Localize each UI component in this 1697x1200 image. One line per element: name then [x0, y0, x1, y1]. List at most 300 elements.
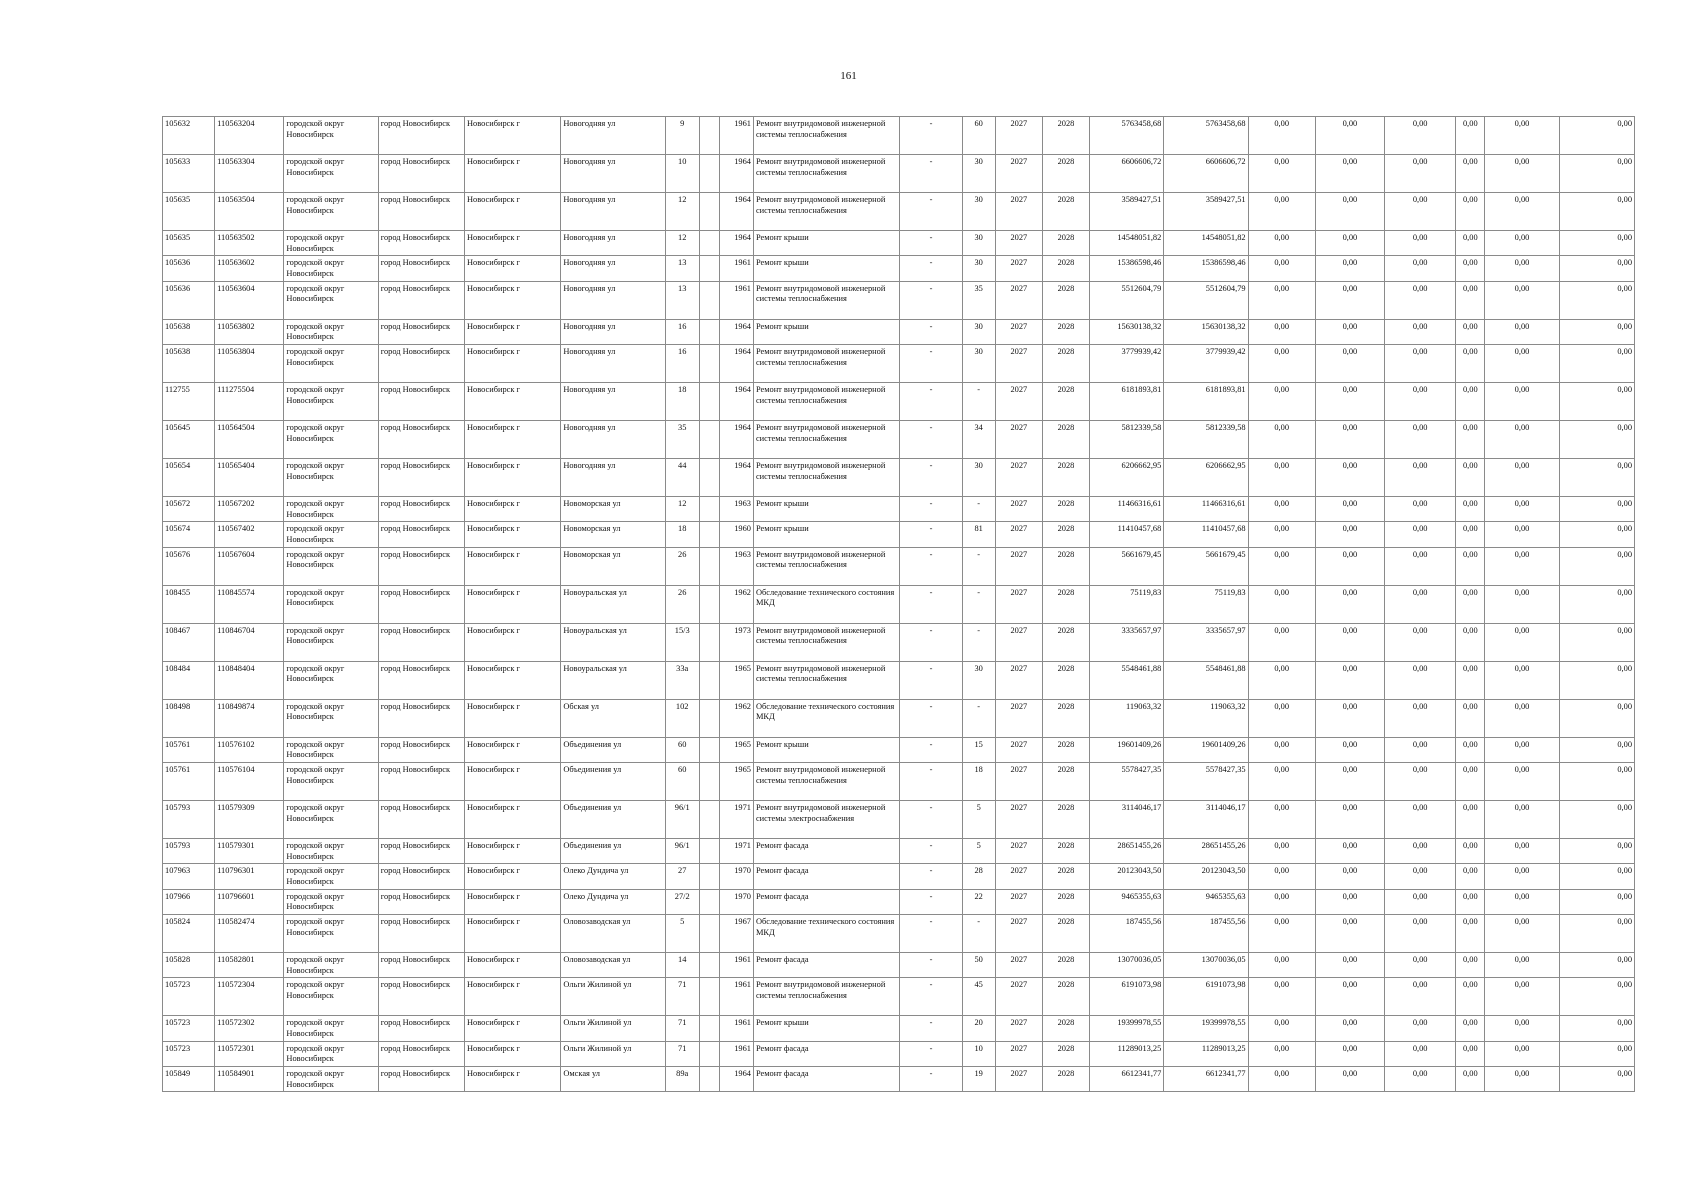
cell-fund-share-5: 0,00 [1485, 623, 1559, 661]
cell-build-year: 1961 [719, 953, 753, 978]
cell-fund-share-5: 0,00 [1485, 978, 1559, 1016]
cell-work-type: Ремонт крыши [753, 231, 899, 256]
cell-plan-year-end: 2028 [1042, 319, 1089, 344]
cell-fund-share-1: 0,00 [1248, 623, 1315, 661]
cell-plan-year-start: 2027 [995, 1067, 1042, 1092]
cell-fund-share-3: 0,00 [1385, 864, 1456, 889]
cell-fund-share-6: 0,00 [1559, 953, 1634, 978]
cell-work-flag: - [900, 383, 962, 421]
cell-total-cost: 119063,32 [1090, 699, 1164, 737]
cell-total-cost: 11410457,68 [1090, 522, 1164, 547]
cell-fund-share-2: 0,00 [1315, 661, 1384, 699]
cell-settlement: город Новосибирск [378, 915, 464, 953]
cell-row-id: 108455 [163, 585, 215, 623]
cell-street: Ольги Жилиной ул [561, 978, 665, 1016]
cell-fund-share-3: 0,00 [1385, 231, 1456, 256]
cell-work-flag: - [900, 864, 962, 889]
cell-settlement: город Новосибирск [378, 839, 464, 864]
table-row [163, 585, 1635, 623]
cell-cost-sum: 6181893,81 [1164, 383, 1248, 421]
cell-cost-sum: 3114046,17 [1164, 801, 1248, 839]
cell-house-number: 27 [665, 864, 699, 889]
cell-work-flag: - [900, 231, 962, 256]
cell-row-id: 105672 [163, 497, 215, 522]
table-row [163, 383, 1635, 421]
cell-fund-share-4: 0,00 [1456, 585, 1485, 623]
cell-cost-sum: 6206662,95 [1164, 459, 1248, 497]
cell-municipal-district: городской округ Новосибирск [284, 522, 378, 547]
cell-house-number: 9 [665, 117, 699, 155]
cell-build-year: 1965 [719, 737, 753, 762]
cell-house-number: 89а [665, 1067, 699, 1092]
table-row [163, 661, 1635, 699]
cell-work-flag: - [900, 737, 962, 762]
cell-plan-year-end: 2028 [1042, 585, 1089, 623]
cell-row-id: 105638 [163, 345, 215, 383]
cell-fund-share-2: 0,00 [1315, 889, 1384, 914]
cell-row-id: 108484 [163, 661, 215, 699]
cell-fund-share-6: 0,00 [1559, 1067, 1634, 1092]
cell-fund-share-5: 0,00 [1485, 737, 1559, 762]
cell-wear-percent: - [962, 585, 995, 623]
cell-total-cost: 6612341,77 [1090, 1067, 1164, 1092]
cell-row-id: 105654 [163, 459, 215, 497]
cell-plan-year-start: 2027 [995, 699, 1042, 737]
cell-fund-share-4: 0,00 [1456, 889, 1485, 914]
cell-work-flag: - [900, 763, 962, 801]
cell-housing [699, 1016, 719, 1041]
cell-street: Новогодняя ул [561, 256, 665, 281]
cell-fund-share-4: 0,00 [1456, 281, 1485, 319]
cell-fund-share-1: 0,00 [1248, 117, 1315, 155]
cell-fund-share-2: 0,00 [1315, 383, 1384, 421]
cell-plan-year-end: 2028 [1042, 547, 1089, 585]
cell-work-type: Ремонт внутридомовой инженерной системы теплоснабжения [753, 421, 899, 459]
cell-fund-share-3: 0,00 [1385, 522, 1456, 547]
cell-fund-share-1: 0,00 [1248, 256, 1315, 281]
cell-work-id: 110563804 [215, 345, 284, 383]
cell-housing [699, 345, 719, 383]
table-row [163, 117, 1635, 155]
cell-plan-year-start: 2027 [995, 915, 1042, 953]
cell-municipal-district: городской округ Новосибирск [284, 193, 378, 231]
cell-work-type: Ремонт внутридомовой инженерной системы теплоснабжения [753, 155, 899, 193]
cell-fund-share-2: 0,00 [1315, 585, 1384, 623]
cell-plan-year-end: 2028 [1042, 661, 1089, 699]
cell-total-cost: 11289013,25 [1090, 1041, 1164, 1066]
cell-fund-share-5: 0,00 [1485, 661, 1559, 699]
cell-work-type: Ремонт внутридомовой инженерной системы теплоснабжения [753, 763, 899, 801]
cell-house-number: 44 [665, 459, 699, 497]
cell-total-cost: 6206662,95 [1090, 459, 1164, 497]
cell-plan-year-end: 2028 [1042, 889, 1089, 914]
cell-work-flag: - [900, 547, 962, 585]
cell-wear-percent: - [962, 547, 995, 585]
cell-fund-share-5: 0,00 [1485, 889, 1559, 914]
cell-fund-share-6: 0,00 [1559, 459, 1634, 497]
cell-plan-year-start: 2027 [995, 497, 1042, 522]
cell-fund-share-6: 0,00 [1559, 1016, 1634, 1041]
cell-cost-sum: 5548461,88 [1164, 661, 1248, 699]
cell-fund-share-4: 0,00 [1456, 497, 1485, 522]
cell-municipal-district: городской округ Новосибирск [284, 231, 378, 256]
cell-fund-share-3: 0,00 [1385, 623, 1456, 661]
cell-total-cost: 6191073,98 [1090, 978, 1164, 1016]
cell-build-year: 1961 [719, 281, 753, 319]
cell-cost-sum: 14548051,82 [1164, 231, 1248, 256]
cell-fund-share-1: 0,00 [1248, 1016, 1315, 1041]
cell-wear-percent: - [962, 497, 995, 522]
cell-work-id: 110796301 [215, 864, 284, 889]
cell-work-type: Ремонт крыши [753, 256, 899, 281]
table-row [163, 623, 1635, 661]
cell-plan-year-start: 2027 [995, 864, 1042, 889]
cell-plan-year-start: 2027 [995, 839, 1042, 864]
cell-work-id: 110576102 [215, 737, 284, 762]
table-row [163, 1067, 1635, 1092]
cell-fund-share-5: 0,00 [1485, 763, 1559, 801]
cell-row-id: 105674 [163, 522, 215, 547]
cell-fund-share-2: 0,00 [1315, 915, 1384, 953]
cell-work-type: Ремонт крыши [753, 522, 899, 547]
cell-house-number: 27/2 [665, 889, 699, 914]
cell-plan-year-end: 2028 [1042, 421, 1089, 459]
cell-work-type: Ремонт крыши [753, 497, 899, 522]
cell-total-cost: 14548051,82 [1090, 231, 1164, 256]
cell-locality: Новосибирск г [465, 585, 561, 623]
cell-build-year: 1960 [719, 522, 753, 547]
cell-municipal-district: городской округ Новосибирск [284, 889, 378, 914]
cell-plan-year-start: 2027 [995, 953, 1042, 978]
cell-fund-share-3: 0,00 [1385, 319, 1456, 344]
cell-wear-percent: 50 [962, 953, 995, 978]
cell-work-id: 110579309 [215, 801, 284, 839]
cell-fund-share-3: 0,00 [1385, 1041, 1456, 1066]
cell-cost-sum: 3589427,51 [1164, 193, 1248, 231]
cell-plan-year-end: 2028 [1042, 763, 1089, 801]
cell-house-number: 18 [665, 383, 699, 421]
cell-fund-share-6: 0,00 [1559, 889, 1634, 914]
cell-fund-share-5: 0,00 [1485, 864, 1559, 889]
cell-fund-share-2: 0,00 [1315, 978, 1384, 1016]
cell-street: Новогодняя ул [561, 345, 665, 383]
cell-fund-share-3: 0,00 [1385, 459, 1456, 497]
cell-fund-share-2: 0,00 [1315, 231, 1384, 256]
cell-fund-share-2: 0,00 [1315, 737, 1384, 762]
cell-wear-percent: - [962, 383, 995, 421]
cell-plan-year-end: 2028 [1042, 117, 1089, 155]
cell-plan-year-end: 2028 [1042, 801, 1089, 839]
cell-build-year: 1971 [719, 801, 753, 839]
cell-fund-share-3: 0,00 [1385, 193, 1456, 231]
cell-work-id: 110846704 [215, 623, 284, 661]
cell-street: Новогодняя ул [561, 155, 665, 193]
cell-work-type: Ремонт внутридомовой инженерной системы теплоснабжения [753, 117, 899, 155]
cell-fund-share-1: 0,00 [1248, 978, 1315, 1016]
cell-housing [699, 585, 719, 623]
cell-plan-year-start: 2027 [995, 193, 1042, 231]
cell-cost-sum: 15386598,46 [1164, 256, 1248, 281]
cell-plan-year-start: 2027 [995, 345, 1042, 383]
cell-house-number: 102 [665, 699, 699, 737]
cell-fund-share-1: 0,00 [1248, 839, 1315, 864]
cell-fund-share-6: 0,00 [1559, 497, 1634, 522]
cell-housing [699, 763, 719, 801]
cell-work-type: Ремонт внутридомовой инженерной системы теплоснабжения [753, 345, 899, 383]
cell-work-flag: - [900, 839, 962, 864]
cell-locality: Новосибирск г [465, 231, 561, 256]
cell-plan-year-start: 2027 [995, 117, 1042, 155]
cell-fund-share-3: 0,00 [1385, 978, 1456, 1016]
cell-total-cost: 5812339,58 [1090, 421, 1164, 459]
cell-work-flag: - [900, 801, 962, 839]
cell-build-year: 1964 [719, 319, 753, 344]
cell-row-id: 105828 [163, 953, 215, 978]
cell-house-number: 10 [665, 155, 699, 193]
cell-street: Новогодняя ул [561, 231, 665, 256]
cell-work-type: Ремонт внутридомовой инженерной системы электроснабжения [753, 801, 899, 839]
cell-build-year: 1963 [719, 547, 753, 585]
cell-total-cost: 20123043,50 [1090, 864, 1164, 889]
cell-locality: Новосибирск г [465, 763, 561, 801]
cell-fund-share-1: 0,00 [1248, 801, 1315, 839]
cell-municipal-district: городской округ Новосибирск [284, 801, 378, 839]
cell-wear-percent: 60 [962, 117, 995, 155]
cell-fund-share-6: 0,00 [1559, 763, 1634, 801]
cell-cost-sum: 5763458,68 [1164, 117, 1248, 155]
cell-fund-share-5: 0,00 [1485, 915, 1559, 953]
cell-plan-year-end: 2028 [1042, 345, 1089, 383]
cell-street: Объединения ул [561, 763, 665, 801]
table-row [163, 231, 1635, 256]
cell-municipal-district: городской округ Новосибирск [284, 839, 378, 864]
cell-fund-share-4: 0,00 [1456, 256, 1485, 281]
cell-municipal-district: городской округ Новосибирск [284, 953, 378, 978]
cell-cost-sum: 3779939,42 [1164, 345, 1248, 383]
cell-municipal-district: городской округ Новосибирск [284, 1041, 378, 1066]
cell-house-number: 71 [665, 1041, 699, 1066]
cell-work-id: 110563602 [215, 256, 284, 281]
table-row [163, 801, 1635, 839]
cell-fund-share-3: 0,00 [1385, 801, 1456, 839]
cell-plan-year-start: 2027 [995, 281, 1042, 319]
cell-wear-percent: 22 [962, 889, 995, 914]
cell-work-type: Ремонт фасада [753, 839, 899, 864]
cell-street: Новогодняя ул [561, 193, 665, 231]
cell-plan-year-start: 2027 [995, 459, 1042, 497]
cell-municipal-district: городской округ Новосибирск [284, 459, 378, 497]
cell-housing [699, 839, 719, 864]
cell-house-number: 13 [665, 281, 699, 319]
cell-row-id: 105723 [163, 1041, 215, 1066]
cell-build-year: 1967 [719, 915, 753, 953]
cell-house-number: 26 [665, 547, 699, 585]
cell-row-id: 108467 [163, 623, 215, 661]
cell-work-id: 110848404 [215, 661, 284, 699]
cell-fund-share-4: 0,00 [1456, 915, 1485, 953]
cell-plan-year-end: 2028 [1042, 459, 1089, 497]
cell-fund-share-6: 0,00 [1559, 585, 1634, 623]
cell-house-number: 14 [665, 953, 699, 978]
cell-total-cost: 19601409,26 [1090, 737, 1164, 762]
cell-plan-year-start: 2027 [995, 547, 1042, 585]
cell-build-year: 1965 [719, 763, 753, 801]
cell-build-year: 1971 [719, 839, 753, 864]
cell-work-id: 111275504 [215, 383, 284, 421]
cell-plan-year-end: 2028 [1042, 1041, 1089, 1066]
cell-cost-sum: 75119,83 [1164, 585, 1248, 623]
cell-fund-share-4: 0,00 [1456, 193, 1485, 231]
cell-municipal-district: городской округ Новосибирск [284, 383, 378, 421]
cell-plan-year-start: 2027 [995, 801, 1042, 839]
cell-street: Новогодняя ул [561, 383, 665, 421]
cell-cost-sum: 11289013,25 [1164, 1041, 1248, 1066]
table-row [163, 864, 1635, 889]
cell-work-type: Ремонт фасада [753, 864, 899, 889]
cell-work-type: Ремонт внутридомовой инженерной системы теплоснабжения [753, 978, 899, 1016]
cell-plan-year-end: 2028 [1042, 522, 1089, 547]
cell-house-number: 96/1 [665, 801, 699, 839]
cell-plan-year-start: 2027 [995, 522, 1042, 547]
cell-fund-share-6: 0,00 [1559, 801, 1634, 839]
cell-work-flag: - [900, 117, 962, 155]
cell-build-year: 1961 [719, 1041, 753, 1066]
cell-settlement: город Новосибирск [378, 978, 464, 1016]
cell-fund-share-6: 0,00 [1559, 737, 1634, 762]
cell-fund-share-2: 0,00 [1315, 953, 1384, 978]
cell-municipal-district: городской округ Новосибирск [284, 421, 378, 459]
cell-work-flag: - [900, 522, 962, 547]
cell-fund-share-1: 0,00 [1248, 319, 1315, 344]
cell-locality: Новосибирск г [465, 421, 561, 459]
cell-locality: Новосибирск г [465, 661, 561, 699]
cell-work-id: 110567202 [215, 497, 284, 522]
cell-settlement: город Новосибирск [378, 522, 464, 547]
cell-fund-share-3: 0,00 [1385, 737, 1456, 762]
cell-work-id: 110563504 [215, 193, 284, 231]
cell-settlement: город Новосибирск [378, 193, 464, 231]
cell-fund-share-2: 0,00 [1315, 864, 1384, 889]
cell-house-number: 71 [665, 1016, 699, 1041]
cell-build-year: 1964 [719, 383, 753, 421]
cell-fund-share-4: 0,00 [1456, 1016, 1485, 1041]
cell-plan-year-end: 2028 [1042, 1016, 1089, 1041]
cell-row-id: 105645 [163, 421, 215, 459]
cell-total-cost: 187455,56 [1090, 915, 1164, 953]
cell-work-flag: - [900, 699, 962, 737]
cell-cost-sum: 5661679,45 [1164, 547, 1248, 585]
cell-fund-share-1: 0,00 [1248, 155, 1315, 193]
cell-wear-percent: 18 [962, 763, 995, 801]
cell-work-type: Ремонт фасада [753, 1041, 899, 1066]
cell-fund-share-1: 0,00 [1248, 889, 1315, 914]
cell-work-type: Ремонт внутридомовой инженерной системы теплоснабжения [753, 547, 899, 585]
cell-total-cost: 3589427,51 [1090, 193, 1164, 231]
cell-work-id: 110563204 [215, 117, 284, 155]
cell-work-flag: - [900, 193, 962, 231]
cell-settlement: город Новосибирск [378, 585, 464, 623]
cell-plan-year-start: 2027 [995, 1041, 1042, 1066]
cell-house-number: 12 [665, 231, 699, 256]
cell-settlement: город Новосибирск [378, 383, 464, 421]
cell-house-number: 60 [665, 763, 699, 801]
cell-fund-share-5: 0,00 [1485, 319, 1559, 344]
table-row [163, 459, 1635, 497]
cell-fund-share-3: 0,00 [1385, 421, 1456, 459]
cell-work-id: 110572302 [215, 1016, 284, 1041]
cell-work-id: 110567604 [215, 547, 284, 585]
cell-fund-share-5: 0,00 [1485, 345, 1559, 383]
cell-locality: Новосибирск г [465, 497, 561, 522]
cell-work-id: 110579301 [215, 839, 284, 864]
cell-housing [699, 459, 719, 497]
cell-work-type: Обследование технического состояния МКД [753, 915, 899, 953]
table-row [163, 1016, 1635, 1041]
table-row [163, 915, 1635, 953]
cell-fund-share-3: 0,00 [1385, 281, 1456, 319]
cell-fund-share-4: 0,00 [1456, 1041, 1485, 1066]
cell-housing [699, 497, 719, 522]
cell-row-id: 112755 [163, 383, 215, 421]
cell-fund-share-6: 0,00 [1559, 839, 1634, 864]
cell-fund-share-6: 0,00 [1559, 155, 1634, 193]
cell-work-id: 110845574 [215, 585, 284, 623]
cell-fund-share-4: 0,00 [1456, 801, 1485, 839]
cell-fund-share-4: 0,00 [1456, 231, 1485, 256]
cell-municipal-district: городской округ Новосибирск [284, 117, 378, 155]
cell-plan-year-start: 2027 [995, 978, 1042, 1016]
cell-total-cost: 5578427,35 [1090, 763, 1164, 801]
cell-plan-year-start: 2027 [995, 155, 1042, 193]
cell-settlement: город Новосибирск [378, 345, 464, 383]
cell-plan-year-end: 2028 [1042, 978, 1089, 1016]
cell-fund-share-2: 0,00 [1315, 319, 1384, 344]
cell-municipal-district: городской округ Новосибирск [284, 978, 378, 1016]
table-row [163, 193, 1635, 231]
cell-build-year: 1964 [719, 345, 753, 383]
cell-fund-share-2: 0,00 [1315, 497, 1384, 522]
cell-work-id: 110563604 [215, 281, 284, 319]
cell-wear-percent: 34 [962, 421, 995, 459]
cell-settlement: город Новосибирск [378, 699, 464, 737]
cell-plan-year-end: 2028 [1042, 915, 1089, 953]
table-row [163, 281, 1635, 319]
cell-work-id: 110567402 [215, 522, 284, 547]
cell-work-type: Ремонт фасада [753, 889, 899, 914]
cell-fund-share-4: 0,00 [1456, 117, 1485, 155]
cell-fund-share-5: 0,00 [1485, 193, 1559, 231]
cell-settlement: город Новосибирск [378, 953, 464, 978]
cell-municipal-district: городской округ Новосибирск [284, 661, 378, 699]
cell-fund-share-1: 0,00 [1248, 661, 1315, 699]
cell-settlement: город Новосибирск [378, 256, 464, 281]
table-row [163, 1041, 1635, 1066]
cell-fund-share-6: 0,00 [1559, 421, 1634, 459]
cell-row-id: 105723 [163, 978, 215, 1016]
cell-wear-percent: 5 [962, 801, 995, 839]
cell-settlement: город Новосибирск [378, 155, 464, 193]
cell-locality: Новосибирск г [465, 889, 561, 914]
table-row [163, 319, 1635, 344]
cell-cost-sum: 5578427,35 [1164, 763, 1248, 801]
cell-settlement: город Новосибирск [378, 1067, 464, 1092]
cell-locality: Новосибирск г [465, 699, 561, 737]
cell-work-type: Ремонт внутридомовой инженерной системы теплоснабжения [753, 193, 899, 231]
cell-locality: Новосибирск г [465, 459, 561, 497]
cell-fund-share-4: 0,00 [1456, 839, 1485, 864]
cell-locality: Новосибирск г [465, 978, 561, 1016]
cell-work-flag: - [900, 889, 962, 914]
